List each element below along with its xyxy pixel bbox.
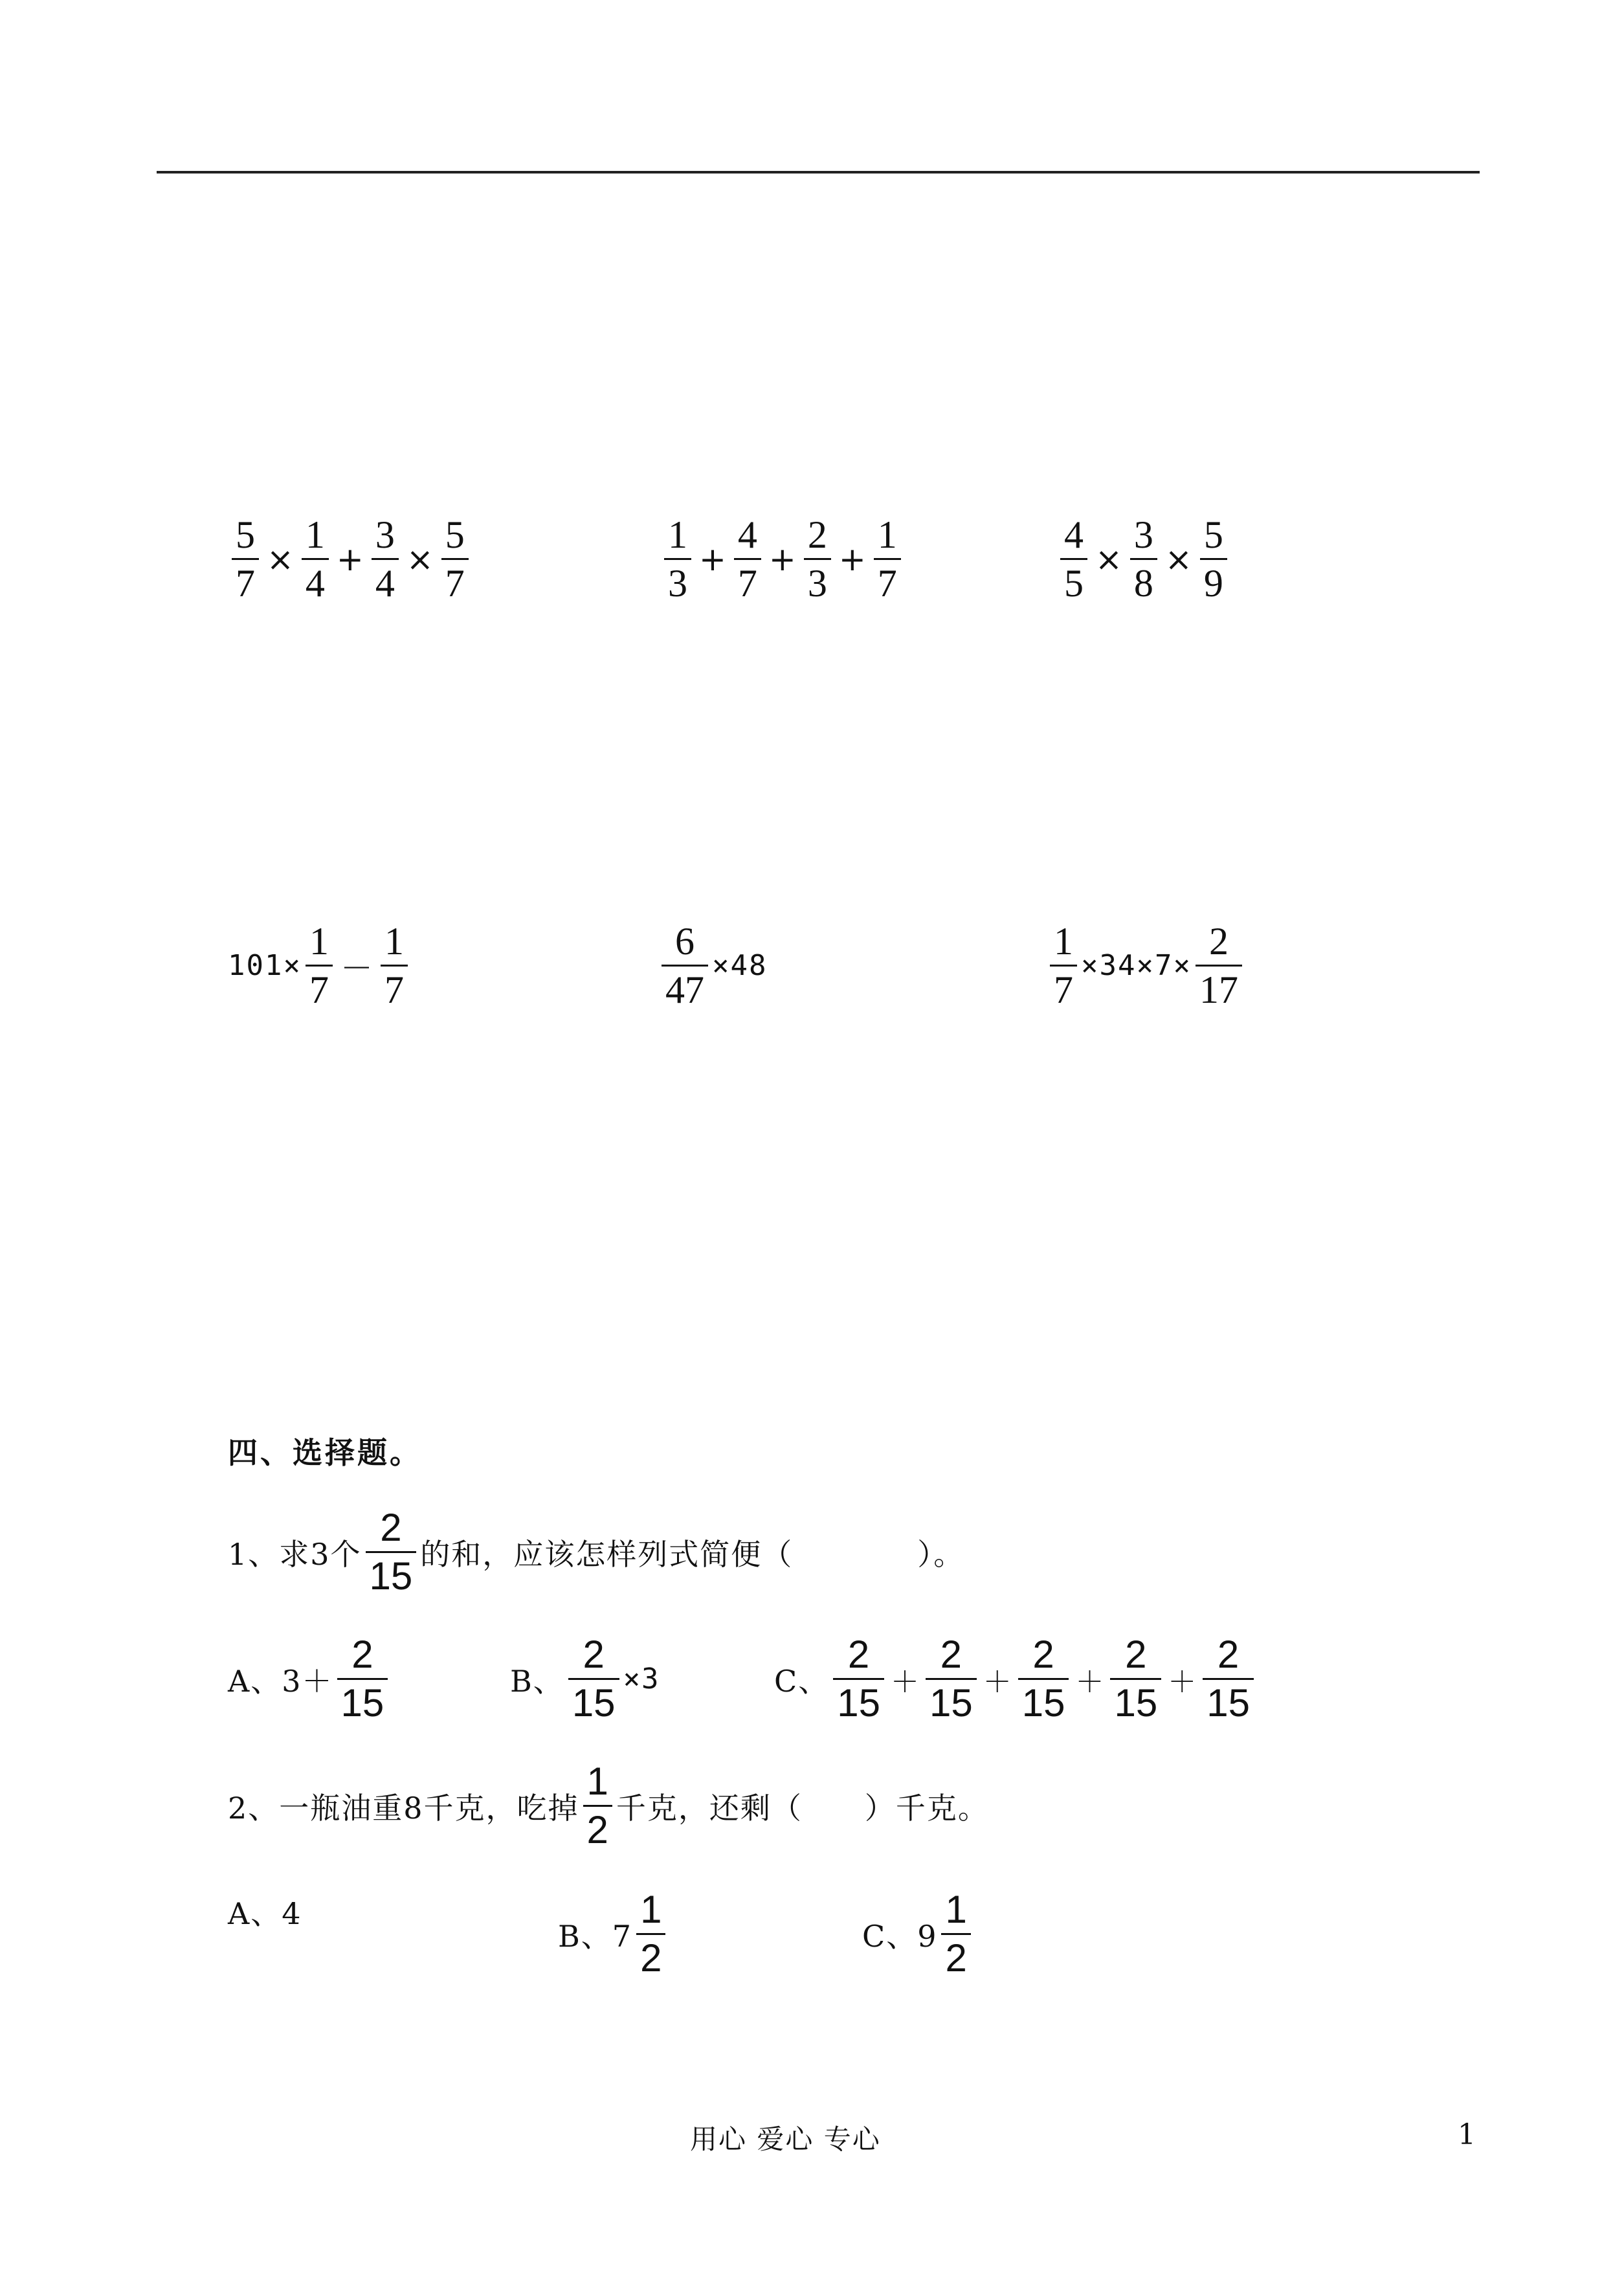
fraction: $\frac{2}{15}$ <box>1018 1635 1069 1723</box>
operator: + <box>699 540 726 578</box>
fraction: $\frac{3}{4}$ <box>372 515 399 603</box>
option-label: B、7 <box>558 1918 633 1954</box>
header-rule <box>157 171 1480 173</box>
fraction: $\frac{1}{7}$ <box>874 515 901 603</box>
question-text: 千克，还剩（ ）千克。 <box>616 1790 989 1826</box>
q2-option-a <box>228 1890 302 1933</box>
option-suffix: ×3 <box>623 1662 660 1695</box>
fraction: $\frac{2}{15}$ <box>337 1635 388 1723</box>
expression-3 <box>1056 515 1231 603</box>
expression-6 <box>1046 922 1246 1009</box>
operator: ＋ <box>983 1665 1012 1699</box>
fraction: $\frac{1}{3}$ <box>664 515 691 603</box>
operator: ＋ <box>1168 1665 1197 1699</box>
operator: ＋ <box>1075 1665 1104 1699</box>
option-label: C、 <box>774 1663 830 1699</box>
page-number: 1 <box>1458 2118 1476 2151</box>
operator: － <box>340 949 373 987</box>
q1-option-a <box>228 1635 392 1723</box>
fraction: $\frac{2}{17}$ <box>1196 922 1242 1009</box>
operator: × <box>406 540 434 578</box>
expression-middle: ×34×7× <box>1081 949 1192 982</box>
fraction: $\frac{1}{2}$ <box>636 1890 665 1978</box>
expression-5 <box>658 922 767 1009</box>
expression-1 <box>228 515 473 603</box>
fraction: $\frac{1}{7}$ <box>381 922 408 1009</box>
operator: × <box>267 540 294 578</box>
operator: + <box>838 540 866 578</box>
fraction: $\frac{2}{15}$ <box>1203 1635 1254 1723</box>
q2-option-c <box>862 1890 975 1978</box>
fraction: $\frac{2}{15}$ <box>833 1635 884 1723</box>
section-title: 四、选择题。 <box>228 1435 422 1470</box>
fraction: $\frac{2}{15}$ <box>366 1508 417 1596</box>
fraction: $\frac{2}{3}$ <box>804 515 831 603</box>
q2-option-b <box>558 1890 669 1978</box>
fraction: $\frac{1}{4}$ <box>302 515 329 603</box>
fraction: $\frac{2}{15}$ <box>568 1635 619 1723</box>
q1-option-b <box>510 1635 660 1723</box>
operator: + <box>336 540 364 578</box>
fraction: $\frac{1}{2}$ <box>583 1762 612 1850</box>
question-text: 2、一瓶油重8千克，吃掉 <box>228 1790 579 1826</box>
operator: × <box>1095 540 1122 578</box>
question-text: 的和，应该怎样列式简便（ ）。 <box>420 1536 965 1572</box>
fraction: $\frac{1}{7}$ <box>306 922 333 1009</box>
option-label: A、4 <box>228 1896 302 1931</box>
fraction: $\frac{1}{7}$ <box>1050 922 1077 1009</box>
option-label: A、3＋ <box>228 1663 333 1699</box>
fraction: $\frac{5}{7}$ <box>441 515 469 603</box>
option-label: C、9 <box>862 1918 938 1954</box>
question-text: 1、求3个 <box>228 1536 362 1572</box>
expression-4 <box>228 922 412 1009</box>
question-2 <box>228 1762 989 1850</box>
operator: + <box>768 540 796 578</box>
fraction: $\frac{6}{47}$ <box>662 922 708 1009</box>
fraction: $\frac{5}{9}$ <box>1200 515 1227 603</box>
fraction: $\frac{4}{5}$ <box>1060 515 1087 603</box>
option-label: B、 <box>510 1663 564 1699</box>
fraction: $\frac{1}{2}$ <box>941 1890 970 1978</box>
expression-prefix: 101× <box>228 949 302 982</box>
fraction: $\frac{2}{15}$ <box>926 1635 977 1723</box>
operator: ＋ <box>890 1665 919 1699</box>
fraction: $\frac{2}{15}$ <box>1110 1635 1161 1723</box>
fraction: $\frac{4}{7}$ <box>734 515 761 603</box>
footer-motto: 用心 爱心 专心 <box>690 2123 881 2155</box>
operator: × <box>1164 540 1192 578</box>
fraction: $\frac{5}{7}$ <box>232 515 259 603</box>
fraction: $\frac{3}{8}$ <box>1130 515 1157 603</box>
expression-2 <box>660 515 905 603</box>
question-1 <box>228 1508 964 1596</box>
q1-option-c <box>774 1635 1258 1723</box>
expression-suffix: ×48 <box>712 949 768 982</box>
